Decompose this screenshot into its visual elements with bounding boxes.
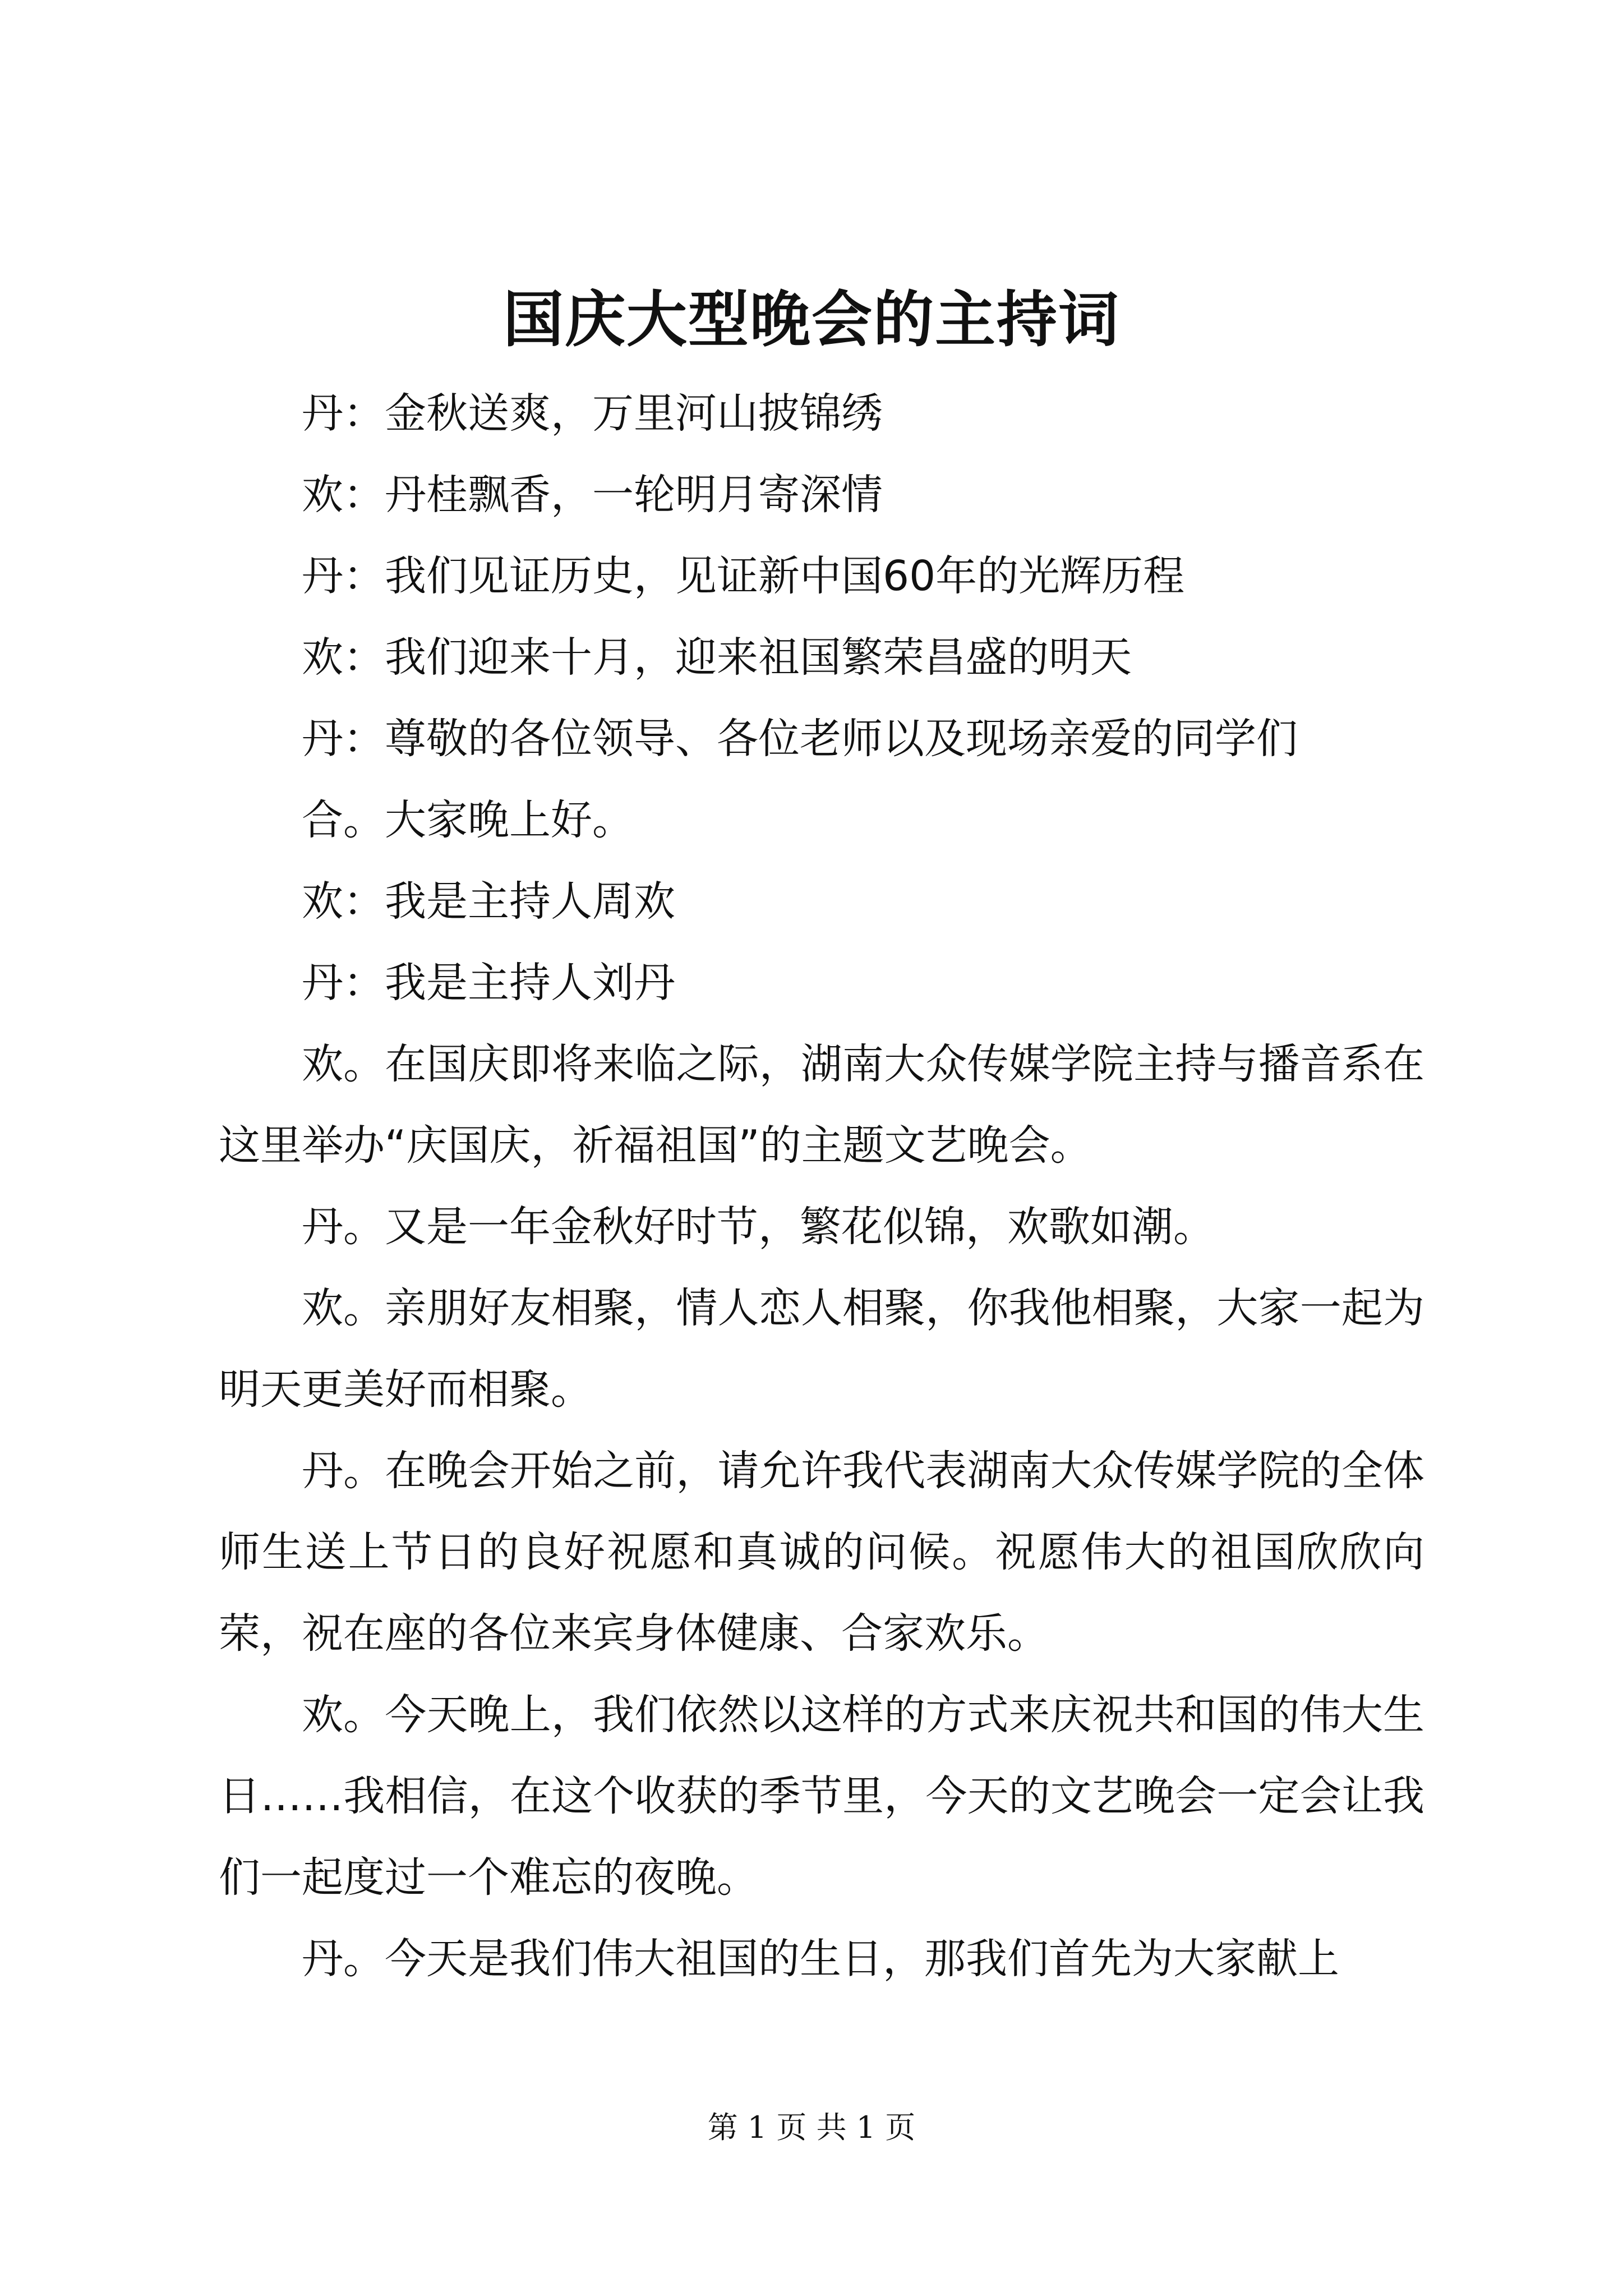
paragraph: 欢。今天晚上，我们依然以这样的方式来庆祝共和国的伟大生日……我相信，在这个收获的季节里，今天的文艺晚会一定会让我们一起度过一个难忘的夜晚。 [219,1691,1424,1902]
page-footer: 第 1 页 共 1 页 [707,2110,916,2145]
document-title: 国庆大型晚会的主持词 [502,284,1120,355]
paragraph: 欢。亲朋好友相聚，情人恋人相聚，你我他相聚，大家一起为明天更美好而相聚。 [219,1284,1424,1414]
document-body [219,373,1424,2000]
paragraph: 欢：丹桂飘香，一轮明月寄深情 [302,471,883,519]
paragraph: 欢：我是主持人周欢 [302,877,675,926]
paragraph: 丹：我是主持人刘丹 [302,959,675,1007]
paragraph: 丹。今天是我们伟大祖国的生日，那我们首先为大家献上 [302,1935,1339,1983]
paragraph: 欢：我们迎来十月，迎来祖国繁荣昌盛的明天 [302,633,1132,682]
paragraph: 合。大家晚上好。 [302,796,634,844]
paragraph: 丹。在晚会开始之前，请允许我代表湖南大众传媒学院的全体师生送上节日的良好祝愿和真诚的问候。祝愿伟大的祖国欣欣向荣，祝在座的各位来宾身体健康、合家欢乐。 [219,1447,1424,1658]
paragraph: 丹。又是一年金秋好时节，繁花似锦，欢歌如潮。 [302,1203,1215,1251]
paragraph: 欢。在国庆即将来临之际，湖南大众传媒学院主持与播音系在这里举办“庆国庆，祈福祖国”的主题文艺晚会。 [219,1040,1424,1170]
paragraph: 丹：金秋送爽，万里河山披锦绣 [302,389,883,438]
paragraph: 丹：我们见证历史，见证新中国60年的光辉历程 [302,552,1185,600]
paragraph: 丹：尊敬的各位领导、各位老师以及现场亲爱的同学们 [302,715,1298,763]
